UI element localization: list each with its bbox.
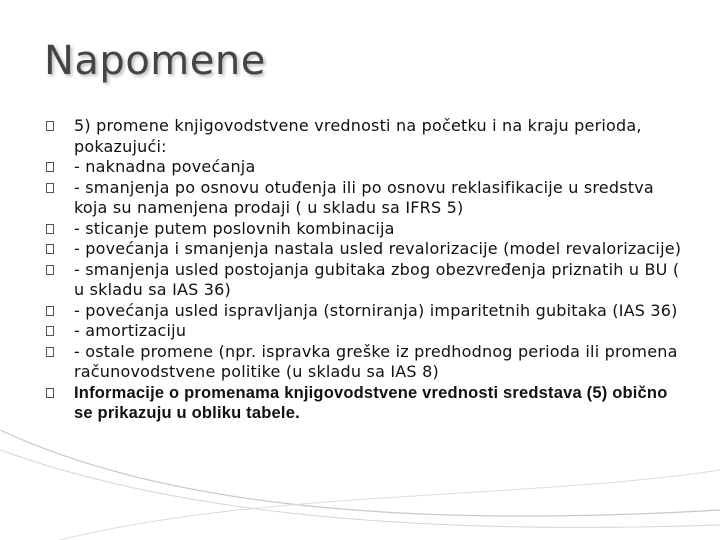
square-bullet-icon (46, 162, 54, 172)
bullet-text: - povećanja usled ispravljanja (storniranja) imparitetnih gubitaka (IAS 36) (74, 300, 678, 320)
bullet-item (46, 157, 690, 178)
decor-curve-1 (0, 430, 720, 516)
bullet-text: - naknadna povećanja (74, 157, 256, 176)
bullet-text: 5) promene knjigovodstvene vrednosti na početku i na kraju perioda, pokazujući: (74, 116, 642, 156)
square-bullet-icon (46, 347, 54, 357)
square-bullet-icon (46, 265, 54, 275)
bullet-text: - povećanja i smanjenja nastala usled revalorizacije (model revalorizacije) (74, 239, 682, 258)
square-bullet-icon (46, 326, 54, 336)
decor-curve-3 (60, 470, 720, 540)
square-bullet-icon (46, 306, 54, 316)
bullet-item (46, 260, 690, 301)
bullet-list (46, 116, 690, 424)
square-bullet-icon (46, 183, 54, 193)
bullet-item (46, 301, 690, 322)
square-bullet-icon (46, 388, 54, 398)
bullet-text: - smanjenja usled postojanja gubitaka zbog obezvređenja priznatih u BU ( u skladu sa IAS 36) (74, 259, 680, 299)
decor-curve-2 (0, 450, 720, 527)
bullet-text: - amortizaciju (74, 321, 187, 340)
bullet-text: - ostale promene (npr. ispravka greške iz predhodnog perioda ili promena računovodstvene politike (u skladu sa IAS 8) (74, 341, 678, 381)
square-bullet-icon (46, 244, 54, 254)
square-bullet-icon (46, 224, 54, 234)
bullet-text: - smanjenja po osnovu otuđenja ili po osnovu reklasifikacije u sredstva koja su namenjena prodaji ( u skladu sa IFRS 5) (74, 177, 654, 217)
bullet-item (46, 239, 690, 260)
bullet-text: - sticanje putem poslovnih kombinacija (74, 218, 395, 238)
bullet-item (46, 219, 690, 240)
bullet-text: Informacije o promenama knjigovodstvene vrednosti sredstava (5) obično se prikazuju u obliku tabele. (74, 383, 668, 422)
bullet-item (46, 178, 690, 219)
bullet-item (46, 321, 690, 342)
bullet-item (46, 383, 690, 424)
bullet-item (46, 342, 690, 383)
bullet-item (46, 116, 690, 157)
slide-title: Napomene (44, 38, 266, 84)
decorative-curves (0, 430, 720, 540)
square-bullet-icon (46, 121, 54, 131)
